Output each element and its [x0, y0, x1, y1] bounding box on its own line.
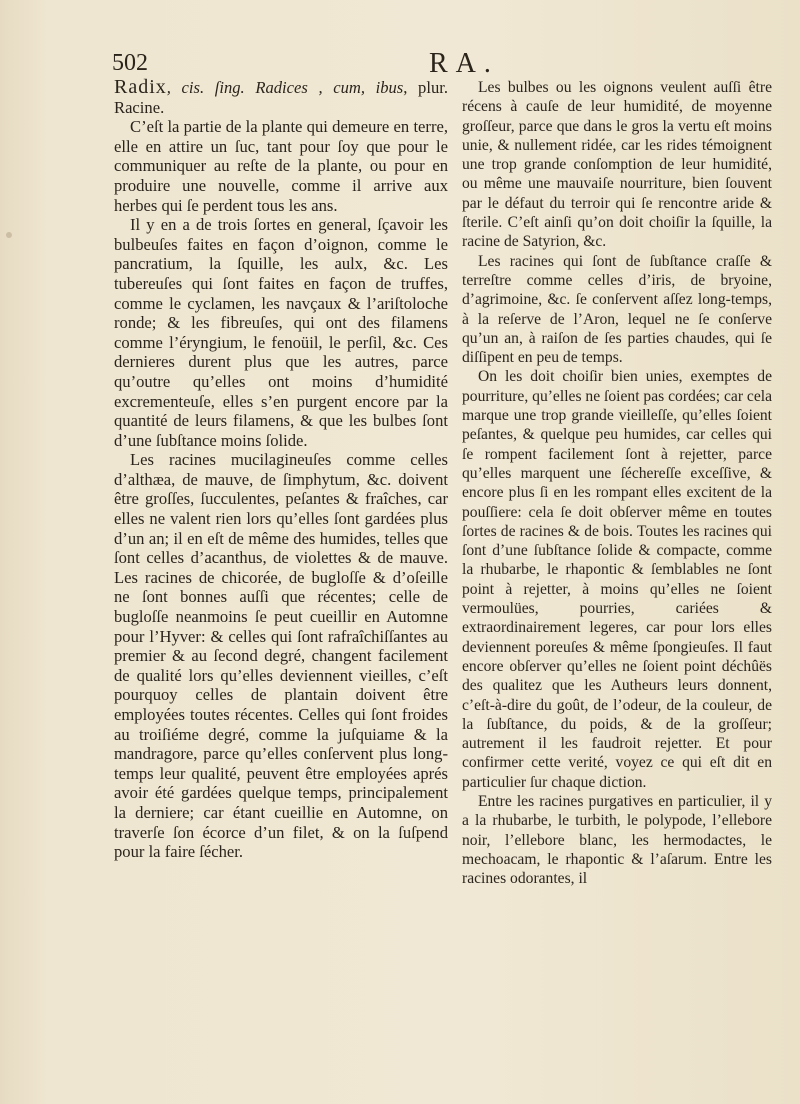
- ink-spot: [6, 232, 12, 238]
- paragraph: Les racines qui ſont de ſubſtance craſſe & terreſtre comme celles d’iris, de bryoine, d’agrimoine, &c. ſe conſervent aſſez long-temps, à la reſerve de l’Aron, lequel ne ſe conſerve qu’un an, à raiſon de ſes parties chaudes, qui ſe diſſipent en peu de temps.: [462, 252, 772, 367]
- running-head: RA.: [429, 48, 499, 79]
- plural-tag: , plur.: [403, 78, 449, 97]
- right-column: [462, 78, 772, 888]
- paragraph: Les racines mucilagineuſes comme celles d’althæa, de mauve, de ſimphytum, &c. doivent être groſſes, ſucculentes, peſantes & fraîches, car elles ne valent rien lors qu’elles ſont gardées plus d’un an; il en eſt de même des humides, telles que ſont celles d’acanthus, de violettes & de mauve. Les racines de chicorée, de bugloſſe & d’oſeille ne ſont bonnes auſſi que récentes; celle de bugloſſe neanmoins ſe peut cueillir en Automne pour l’Hyver: & celles qui ſont rafraîchiſſantes au premier & au ſecond degré, changent facilement de qualité lors qu’elles deviennent vieilles, c’eſt pourquoy celles de plantain doivent être employées toutes récentes. Celles qui ſont froides au troiſiéme degré, comme la juſquiame & la mandragore, parce qu’elles conſervent plus long-temps leur qualité, peuvent être employées aprés avoir été gardées quelque temps, principalement la derniere; car étant cueillie en Automne, on traverſe ſon écorce d’un filet, & on la ſuſpend pour la faire ſécher.: [114, 450, 448, 862]
- dictionary-entry-heading: [114, 78, 448, 117]
- paragraph: Les bulbes ou les oignons veulent auſſi être récens à cauſe de leur humidité, de moyenne groſſeur, parce que dans le gros la vertu eſt moins unie, & nullement ridée, car les rides témoignent une trop grande conſomption de leur humidité, ou même une mauvaiſe nourriture, bien ſouvent par le défaut du terroir qui ſe rencontre aride & ſterile. C’eſt ainſi qu’on doit choiſir la ſquille, la racine de Satyrion, &c.: [462, 79, 772, 251]
- paragraph: Il y en a de trois ſortes en general, ſçavoir les bulbeuſes faites en façon d’oignon, comme le pancratium, la ſquille, les aulx, &c. Les tubereuſes qui ſont faites en façon de truffes, comme le cyclamen, les navçaux & l’ariſtoloche ronde; & les fibreuſes, qui ont des filamens comme l’éryngium, le fenoüil, le perſil, &c. Ces dernieres durent plus que les autres, parce qu’outre qu’elles ont moins d’humidité excrementeuſe, elles s’en purgent encore par la quantité de leurs filamens, & que les bulbes ſont d’une ſubſtance moins ſolide.: [114, 215, 448, 450]
- paragraph: Entre les racines purgatives en particulier, il y a la rhubarbe, le turbith, le polypode, l’ellebore noir, l’ellebore blanc, les hermodactes, le mechoacam, le rhapontic & l’aſarum. Entre les racines odorantes, il: [462, 792, 772, 888]
- paragraph: C’eſt la partie de la plante qui demeure en terre, elle en attire un ſuc, tant pour ſoy que pour le communiquer au reſte de la plante, ou pour en produire une nouvelle, comme il arrive aux herbes qui ſe perdent tous les ans.: [114, 117, 448, 215]
- headword: Radix: [114, 76, 167, 98]
- left-column: [114, 78, 448, 862]
- page-number: 502: [112, 50, 148, 76]
- paragraph: On les doit choiſir bien unies, exemptes de pourriture, qu’elles ne ſoient pas cordées; car cela marque une trop grande vieilleſſe, qu’elles ſoient peſantes, & quelque peu humides, car celles qui ſe rompent facilement ſont à rejetter, parce qu’elles marquent une ſéchereſſe exceſſive, & encore plus ſi en les rompant elles excitent de la pouſſiere: cela ſe doit obſerver même en toutes ſortes de racines & de bois. Toutes les racines qui ſont d’une ſubſtance ſolide & compacte, comme la rhubarbe, le rhapontic & ſemblables ne ſont point à rejetter, à moins qu’elles ne ſoient vermoulües, pourries, cariées & extraordinairement legeres, car pour lors elles deviennent poreuſes & même ſpongieuſes. Il faut encore obſerver qu’elles ne ſoient point déchûës des qualitez que les Autheurs leurs donnent, c’eſt-à-dire du goût, de l’odeur, de la couleur, de la ſubſtance, du poids, & de la groſſeur; autrement il les faudroit rejetter. Et pour confirmer cette verité, voyez ce qui eſt dit en particulier ſur chaque diction.: [462, 368, 773, 791]
- page-header: [112, 50, 770, 80]
- latin-plural: Radices , cum, ibus: [255, 78, 404, 97]
- entry-grammar: , cis. ſing.: [166, 78, 245, 97]
- entry-translation: Racine.: [114, 97, 165, 117]
